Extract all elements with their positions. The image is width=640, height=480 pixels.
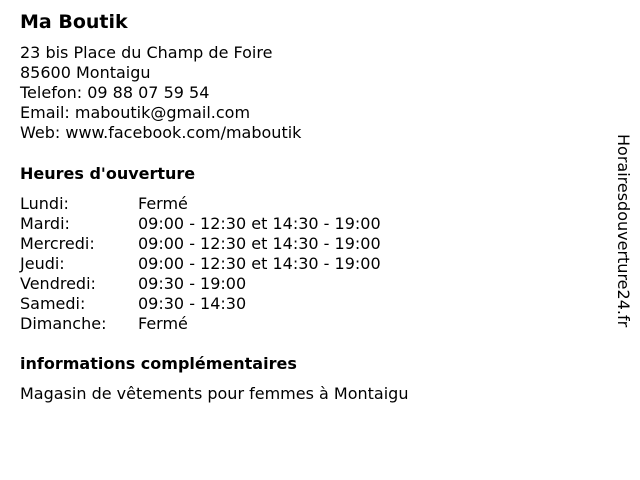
hours-day: Mercredi: (20, 234, 95, 253)
street-address: 23 bis Place du Champ de Foire (20, 43, 273, 62)
hours-time: 09:30 - 14:30 (138, 294, 247, 313)
hours-day: Mardi: (20, 214, 70, 233)
address-block (20, 43, 301, 143)
hours-day: Dimanche: (20, 314, 107, 333)
email-address: Email: maboutik@gmail.com (20, 103, 251, 122)
hours-time: Fermé (138, 314, 188, 333)
hours-day: Lundi: (20, 194, 69, 213)
hours-time: 09:30 - 19:00 (138, 274, 247, 293)
postal-city: 85600 Montaigu (20, 63, 151, 82)
additional-info-text: Magasin de vêtements pour femmes à Montaigu (20, 384, 409, 403)
hours-time: 09:00 - 12:30 et 14:30 - 19:00 (138, 234, 381, 253)
shop-name: Ma Boutik (20, 11, 128, 33)
hours-time: 09:00 - 12:30 et 14:30 - 19:00 (138, 214, 381, 233)
hours-day: Vendredi: (20, 274, 96, 293)
website-address: Web: www.facebook.com/maboutik (20, 123, 302, 142)
hours-time: 09:00 - 12:30 et 14:30 - 19:00 (138, 254, 381, 273)
phone-number: Telefon: 09 88 07 59 54 (20, 83, 210, 102)
additional-info-heading: informations complémentaires (20, 354, 297, 373)
site-watermark (613, 134, 633, 344)
hours-day: Samedi: (20, 294, 86, 313)
hours-day: Jeudi: (20, 254, 65, 273)
hours-time: Fermé (138, 194, 188, 213)
opening-hours-heading: Heures d'ouverture (20, 164, 196, 183)
watermark-text: Horairesdouverture24.fr (614, 134, 633, 328)
